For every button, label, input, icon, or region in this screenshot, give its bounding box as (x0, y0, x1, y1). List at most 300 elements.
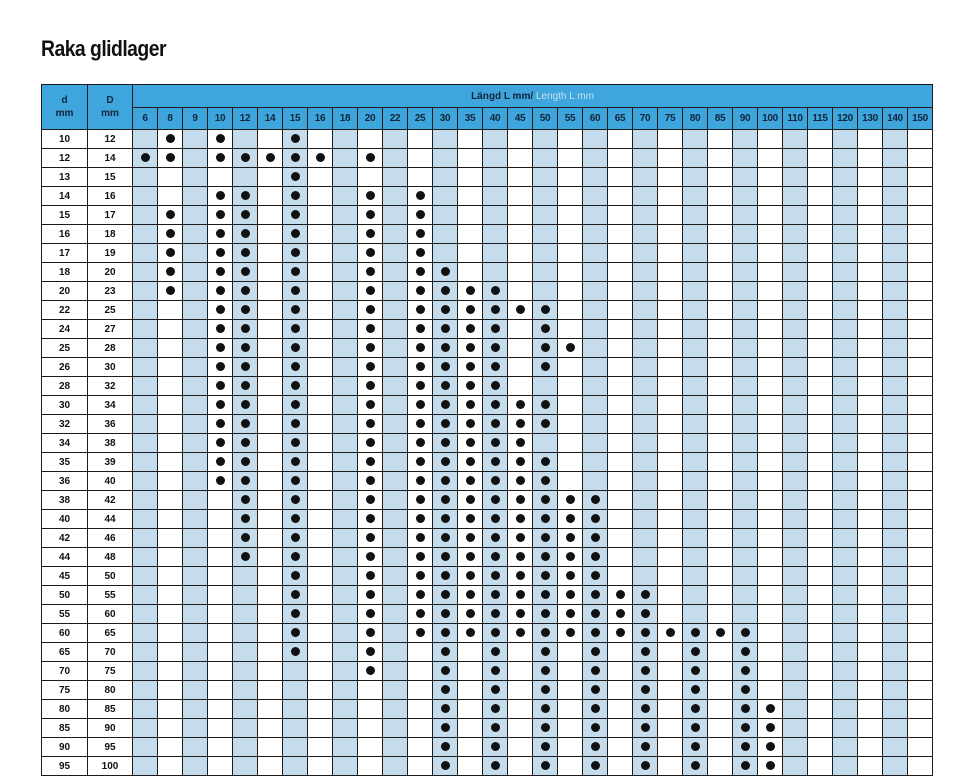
availability-cell (383, 339, 408, 358)
availability-cell (358, 206, 383, 225)
availability-cell (233, 263, 258, 282)
availability-cell (183, 472, 208, 491)
availability-cell (558, 396, 583, 415)
availability-cell (733, 263, 758, 282)
availability-cell (683, 491, 708, 510)
availability-cell (583, 358, 608, 377)
availability-cell (908, 187, 933, 206)
availability-cell (833, 396, 858, 415)
availability-cell (858, 187, 883, 206)
availability-dot-icon (441, 761, 450, 770)
availability-cell (483, 301, 508, 320)
availability-cell (633, 529, 658, 548)
availability-cell (258, 491, 283, 510)
availability-cell (333, 377, 358, 396)
availability-cell (183, 757, 208, 776)
availability-cell (658, 567, 683, 586)
availability-cell (133, 225, 158, 244)
availability-cell (508, 510, 533, 529)
availability-cell (858, 472, 883, 491)
availability-cell (133, 415, 158, 434)
availability-dot-icon (216, 457, 225, 466)
table-row (42, 738, 933, 757)
availability-cell (758, 529, 783, 548)
availability-cell (808, 415, 833, 434)
availability-cell (358, 358, 383, 377)
availability-cell (583, 643, 608, 662)
table-row (42, 168, 933, 187)
length-header-8: 8 (158, 108, 183, 130)
availability-cell (308, 320, 333, 339)
availability-cell (408, 738, 433, 757)
availability-cell (308, 130, 333, 149)
availability-cell (358, 719, 383, 738)
availability-dot-icon (641, 590, 650, 599)
availability-dot-icon (441, 324, 450, 333)
availability-cell (758, 263, 783, 282)
availability-cell (658, 377, 683, 396)
availability-cell (233, 681, 258, 700)
availability-dot-icon (541, 571, 550, 580)
availability-cell (383, 244, 408, 263)
availability-dot-icon (241, 495, 250, 504)
availability-cell (408, 548, 433, 567)
availability-cell (808, 130, 833, 149)
availability-dot-icon (416, 210, 425, 219)
table-row (42, 187, 933, 206)
outer-diameter-cell: 14 (88, 149, 133, 168)
availability-cell (208, 434, 233, 453)
availability-cell (283, 396, 308, 415)
availability-cell (883, 149, 908, 168)
availability-cell (458, 377, 483, 396)
availability-cell (408, 149, 433, 168)
availability-dot-icon (416, 305, 425, 314)
table-row (42, 320, 933, 339)
inner-diameter-cell: 26 (42, 358, 88, 377)
availability-cell (708, 149, 733, 168)
availability-cell (283, 206, 308, 225)
availability-cell (458, 396, 483, 415)
availability-cell (308, 187, 333, 206)
availability-dot-icon (241, 286, 250, 295)
availability-dot-icon (291, 514, 300, 523)
availability-cell (158, 757, 183, 776)
availability-cell (558, 662, 583, 681)
availability-dot-icon (616, 590, 625, 599)
availability-cell (658, 738, 683, 757)
availability-dot-icon (216, 267, 225, 276)
availability-cell (908, 624, 933, 643)
availability-cell (358, 282, 383, 301)
availability-cell (758, 757, 783, 776)
table-row (42, 491, 933, 510)
availability-cell (533, 529, 558, 548)
availability-cell (808, 263, 833, 282)
availability-cell (308, 263, 333, 282)
availability-cell (858, 339, 883, 358)
availability-cell (333, 624, 358, 643)
availability-cell (233, 168, 258, 187)
availability-cell (708, 491, 733, 510)
availability-cell (183, 624, 208, 643)
availability-cell (233, 491, 258, 510)
availability-cell (158, 567, 183, 586)
availability-dot-icon (216, 286, 225, 295)
availability-cell (758, 567, 783, 586)
outer-diameter-cell: 12 (88, 130, 133, 149)
availability-dot-icon (466, 324, 475, 333)
availability-cell (383, 548, 408, 567)
availability-cell (258, 453, 283, 472)
availability-cell (808, 681, 833, 700)
availability-cell (808, 282, 833, 301)
availability-cell (833, 434, 858, 453)
availability-cell (183, 719, 208, 738)
availability-dot-icon (466, 457, 475, 466)
availability-cell (408, 377, 433, 396)
availability-cell (458, 225, 483, 244)
availability-cell (708, 700, 733, 719)
availability-dot-icon (766, 704, 775, 713)
availability-cell (683, 529, 708, 548)
availability-cell (583, 700, 608, 719)
availability-cell (458, 415, 483, 434)
availability-cell (833, 529, 858, 548)
availability-cell (433, 548, 458, 567)
availability-cell (683, 168, 708, 187)
availability-cell (783, 738, 808, 757)
availability-cell (283, 434, 308, 453)
availability-cell (908, 453, 933, 472)
availability-cell (583, 510, 608, 529)
availability-cell (533, 130, 558, 149)
availability-cell (233, 415, 258, 434)
availability-cell (433, 662, 458, 681)
availability-cell (633, 377, 658, 396)
availability-cell (308, 738, 333, 757)
availability-cell (408, 453, 433, 472)
outer-diameter-cell: 44 (88, 510, 133, 529)
availability-cell (408, 320, 433, 339)
availability-dot-icon (466, 552, 475, 561)
availability-dot-icon (541, 666, 550, 675)
availability-cell (608, 681, 633, 700)
availability-cell (808, 738, 833, 757)
table-row (42, 643, 933, 662)
availability-cell (333, 719, 358, 738)
availability-cell (633, 738, 658, 757)
availability-cell (608, 320, 633, 339)
availability-dot-icon (591, 495, 600, 504)
availability-cell (258, 282, 283, 301)
availability-cell (383, 510, 408, 529)
availability-cell (433, 206, 458, 225)
availability-cell (908, 206, 933, 225)
availability-cell (783, 548, 808, 567)
availability-cell (558, 681, 583, 700)
availability-cell (383, 586, 408, 605)
availability-cell (608, 149, 633, 168)
availability-cell (158, 472, 183, 491)
availability-cell (133, 719, 158, 738)
availability-dot-icon (291, 647, 300, 656)
availability-cell (583, 415, 608, 434)
outer-diameter-cell: 100 (88, 757, 133, 776)
availability-cell (783, 244, 808, 263)
availability-cell (558, 453, 583, 472)
availability-cell (858, 168, 883, 187)
availability-dot-icon (416, 400, 425, 409)
table-row (42, 339, 933, 358)
availability-cell (483, 529, 508, 548)
availability-cell (233, 586, 258, 605)
availability-cell (208, 263, 233, 282)
availability-cell (283, 453, 308, 472)
availability-cell (908, 567, 933, 586)
availability-dot-icon (466, 495, 475, 504)
availability-dot-icon (241, 457, 250, 466)
availability-cell (158, 396, 183, 415)
availability-cell (683, 415, 708, 434)
availability-cell (558, 643, 583, 662)
availability-cell (433, 719, 458, 738)
length-header-22: 22 (383, 108, 408, 130)
inner-diameter-cell: 44 (42, 548, 88, 567)
availability-cell (433, 624, 458, 643)
availability-cell (433, 339, 458, 358)
availability-cell (333, 339, 358, 358)
availability-dot-icon (366, 305, 375, 314)
availability-cell (733, 225, 758, 244)
availability-cell (533, 719, 558, 738)
inner-diameter-cell: 80 (42, 700, 88, 719)
availability-cell (658, 263, 683, 282)
availability-cell (358, 662, 383, 681)
availability-cell (608, 301, 633, 320)
availability-dot-icon (366, 210, 375, 219)
availability-cell (308, 700, 333, 719)
availability-dot-icon (491, 476, 500, 485)
availability-dot-icon (291, 495, 300, 504)
availability-dot-icon (366, 419, 375, 428)
outer-diameter-cell: 34 (88, 396, 133, 415)
availability-cell (533, 301, 558, 320)
availability-dot-icon (566, 628, 575, 637)
availability-cell (308, 662, 333, 681)
availability-dot-icon (441, 590, 450, 599)
availability-cell (858, 282, 883, 301)
availability-cell (783, 301, 808, 320)
availability-cell (858, 358, 883, 377)
availability-cell (733, 396, 758, 415)
availability-cell (583, 738, 608, 757)
availability-cell (458, 301, 483, 320)
availability-cell (183, 187, 208, 206)
availability-cell (333, 358, 358, 377)
availability-cell (708, 396, 733, 415)
availability-cell (908, 529, 933, 548)
availability-cell (208, 757, 233, 776)
availability-dot-icon (366, 647, 375, 656)
availability-cell (458, 168, 483, 187)
availability-cell (258, 472, 283, 491)
inner-diameter-cell: 60 (42, 624, 88, 643)
availability-dot-icon (516, 419, 525, 428)
availability-cell (583, 244, 608, 263)
availability-cell (758, 586, 783, 605)
availability-cell (483, 358, 508, 377)
availability-cell (908, 548, 933, 567)
availability-cell (483, 434, 508, 453)
availability-dot-icon (366, 533, 375, 542)
availability-dot-icon (416, 286, 425, 295)
availability-cell (458, 130, 483, 149)
availability-cell (208, 187, 233, 206)
header-D-label: D (106, 95, 114, 106)
availability-cell (533, 624, 558, 643)
availability-cell (358, 225, 383, 244)
availability-cell (883, 130, 908, 149)
availability-dot-icon (416, 457, 425, 466)
availability-cell (558, 434, 583, 453)
availability-cell (733, 757, 758, 776)
availability-cell (183, 244, 208, 263)
availability-cell (258, 567, 283, 586)
availability-cell (708, 282, 733, 301)
availability-cell (258, 643, 283, 662)
availability-cell (158, 510, 183, 529)
availability-cell (408, 187, 433, 206)
table-row (42, 472, 933, 491)
availability-cell (783, 472, 808, 491)
availability-cell (508, 700, 533, 719)
availability-cell (183, 605, 208, 624)
availability-cell (608, 510, 633, 529)
availability-dot-icon (541, 590, 550, 599)
length-header-25: 25 (408, 108, 433, 130)
availability-dot-icon (466, 419, 475, 428)
availability-dot-icon (466, 476, 475, 485)
availability-dot-icon (491, 495, 500, 504)
availability-cell (733, 339, 758, 358)
availability-cell (833, 605, 858, 624)
availability-cell (433, 301, 458, 320)
availability-dot-icon (441, 723, 450, 732)
availability-cell (908, 396, 933, 415)
availability-cell (533, 206, 558, 225)
availability-cell (358, 738, 383, 757)
availability-cell (633, 301, 658, 320)
availability-cell (883, 624, 908, 643)
availability-cell (508, 282, 533, 301)
availability-cell (383, 415, 408, 434)
length-header-50: 50 (533, 108, 558, 130)
availability-cell (758, 301, 783, 320)
availability-cell (683, 358, 708, 377)
availability-cell (508, 472, 533, 491)
availability-dot-icon (541, 704, 550, 713)
availability-cell (208, 225, 233, 244)
outer-diameter-cell: 90 (88, 719, 133, 738)
table-body (42, 130, 933, 776)
availability-cell (683, 263, 708, 282)
availability-cell (358, 681, 383, 700)
availability-cell (733, 282, 758, 301)
availability-cell (908, 472, 933, 491)
availability-cell (858, 301, 883, 320)
length-header-120: 120 (833, 108, 858, 130)
availability-cell (258, 700, 283, 719)
availability-cell (333, 681, 358, 700)
availability-dot-icon (441, 381, 450, 390)
availability-cell (133, 624, 158, 643)
inner-diameter-cell: 35 (42, 453, 88, 472)
availability-cell (208, 472, 233, 491)
availability-cell (783, 339, 808, 358)
availability-cell (458, 681, 483, 700)
availability-cell (308, 510, 333, 529)
availability-cell (633, 282, 658, 301)
availability-cell (208, 605, 233, 624)
availability-dot-icon (591, 666, 600, 675)
availability-cell (433, 320, 458, 339)
availability-cell (833, 282, 858, 301)
availability-cell (183, 586, 208, 605)
availability-cell (233, 434, 258, 453)
availability-cell (583, 681, 608, 700)
availability-cell (908, 719, 933, 738)
availability-dot-icon (416, 229, 425, 238)
availability-dot-icon (366, 248, 375, 257)
availability-cell (208, 700, 233, 719)
outer-diameter-cell: 48 (88, 548, 133, 567)
availability-dot-icon (291, 229, 300, 238)
availability-cell (408, 168, 433, 187)
availability-dot-icon (241, 438, 250, 447)
availability-cell (833, 415, 858, 434)
availability-cell (833, 719, 858, 738)
availability-cell (183, 662, 208, 681)
availability-cell (458, 738, 483, 757)
length-header-14: 14 (258, 108, 283, 130)
availability-cell (183, 358, 208, 377)
availability-cell (158, 130, 183, 149)
availability-cell (408, 586, 433, 605)
availability-cell (708, 320, 733, 339)
inner-diameter-cell: 70 (42, 662, 88, 681)
availability-cell (583, 434, 608, 453)
availability-cell (508, 168, 533, 187)
availability-cell (733, 662, 758, 681)
availability-dot-icon (241, 419, 250, 428)
availability-dot-icon (441, 666, 450, 675)
availability-cell (233, 510, 258, 529)
availability-dot-icon (241, 210, 250, 219)
availability-cell (208, 643, 233, 662)
availability-cell (758, 282, 783, 301)
availability-cell (858, 225, 883, 244)
availability-cell (533, 320, 558, 339)
availability-cell (333, 605, 358, 624)
table-row (42, 624, 933, 643)
availability-cell (158, 700, 183, 719)
availability-cell (508, 681, 533, 700)
availability-cell (733, 149, 758, 168)
inner-diameter-cell: 20 (42, 282, 88, 301)
availability-cell (333, 643, 358, 662)
availability-cell (283, 263, 308, 282)
